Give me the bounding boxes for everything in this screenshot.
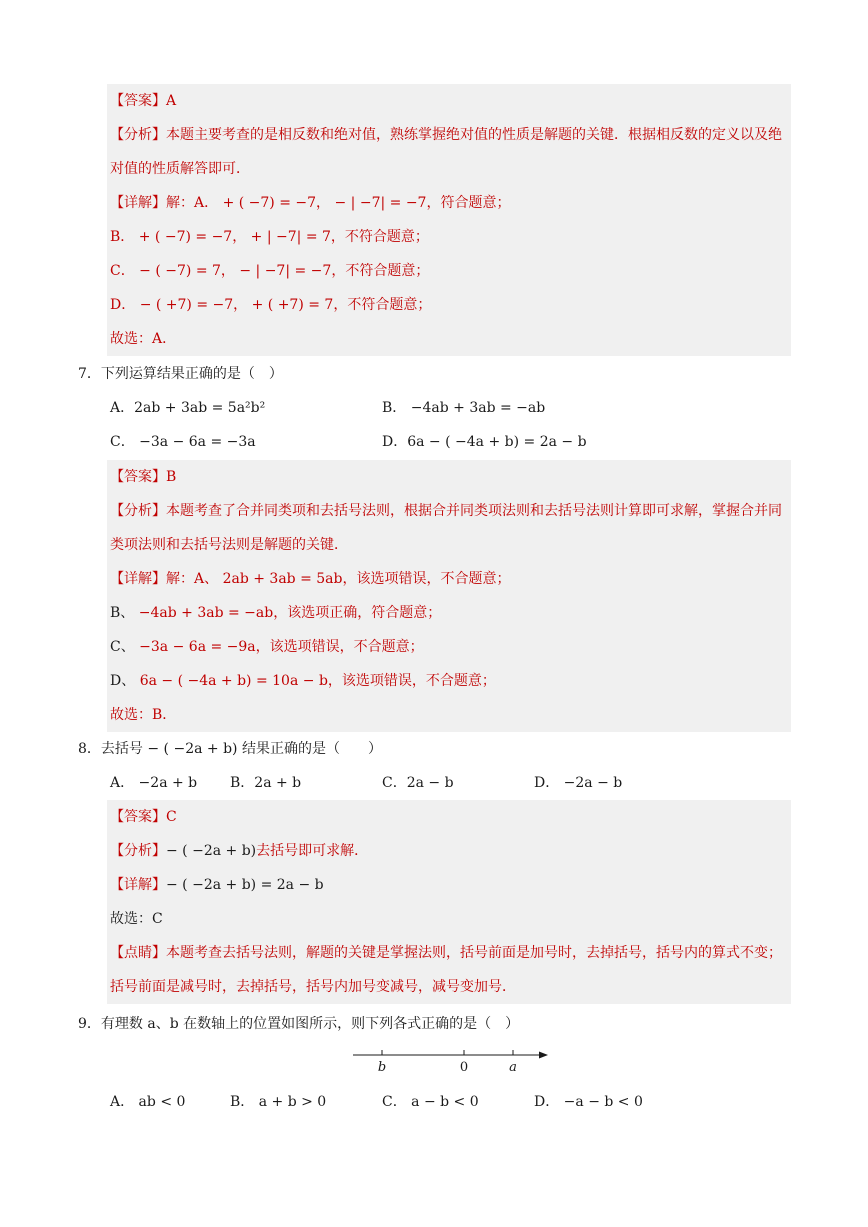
number-line-figure — [350, 1045, 550, 1075]
q7-detail-a-math: 2ab + 3ab = 5ab，该选项错误，不合题意； — [222, 571, 511, 587]
q8-detail — [110, 868, 788, 902]
q6-b-letter: B． — [110, 229, 135, 245]
q9-option-b: B． a + b > 0 — [230, 1094, 327, 1110]
q7-detail-lead: 【详解】解：A、 — [110, 571, 219, 587]
q8-stem — [78, 732, 382, 766]
q7-detail-a — [110, 562, 788, 596]
q8-detail-lead: 【详解】 — [110, 877, 166, 893]
q8-stem-math: − ( −2a + b) — [147, 741, 238, 757]
q7-detail-c — [110, 630, 788, 664]
q7-stem: 7．下列运算结果正确的是（ ） — [78, 366, 283, 382]
q6-detail-b — [110, 220, 788, 254]
q6-d-letter: D． — [110, 297, 136, 313]
q8-answer: 【答案】C — [110, 809, 177, 825]
q7-detail-d — [110, 664, 788, 698]
number-line-arrow-icon — [539, 1052, 548, 1059]
q7-options-row2 — [110, 425, 710, 459]
q6-choose: 故选：A． — [110, 331, 177, 347]
label-b: b — [377, 1060, 387, 1075]
q8-solution-box — [107, 800, 791, 1004]
q9-options — [110, 1085, 670, 1119]
q7-b-letter: B、 — [110, 605, 135, 621]
q6-c-letter: C． — [110, 263, 135, 279]
q6-analysis: 【分析】本题主要考查的是相反数和绝对值，熟练掌握绝对值的性质是解题的关键．根据相反数的定义以及绝对值的性质解答即可． — [110, 127, 782, 177]
q7-option-a: A．2ab + 3ab = 5a²b² — [110, 400, 266, 416]
q7-options-row1 — [110, 391, 710, 425]
q6-b-math: + ( −7) = −7， + | −7| = 7，不符合题意； — [138, 229, 429, 245]
q9-stem: 9．有理数 a、b 在数轴上的位置如图所示，则下列各式正确的是（ ） — [78, 1016, 520, 1032]
q9-option-c: C． a − b < 0 — [382, 1094, 479, 1110]
q7-option-b: B． −4ab + 3ab = −ab — [382, 400, 546, 416]
q6-answer: 【答案】A — [110, 93, 177, 109]
q7-option-d: D．6a − ( −4a + b) = 2a − b — [382, 434, 587, 450]
q6-d-math: − ( +7) = −7， + ( +7) = 7，不符合题意； — [139, 297, 432, 313]
q6-detail-d — [110, 288, 788, 322]
label-a: a — [509, 1060, 517, 1075]
q6-c-math: − ( −7) = 7， − | −7| = −7，不符合题意； — [139, 263, 430, 279]
q6-detail-a — [110, 186, 788, 220]
q8-comment: 【点睛】本题考查去括号法则，解题的关键是掌握法则，括号前面是加号时，去掉括号，括号内的算式不变；括号前面是减号时，去掉括号，括号内加号变减号，减号变加号． — [110, 945, 782, 995]
q7-choose: 故选：B． — [110, 707, 177, 723]
q7-c-math: −3a − 6a = −9a，该选项错误，不合题意； — [139, 639, 424, 655]
q6-detail-a-math: + ( −7) = −7， − | −7| = −7，符合题意； — [222, 195, 511, 211]
q7-option-c: C． −3a − 6a = −3a — [110, 434, 256, 450]
q8-analysis-lead: 【分析】 — [110, 843, 166, 859]
q8-analysis-tail: 去括号即可求解． — [256, 843, 369, 859]
q7-b-math: −4ab + 3ab = −ab，该选项正确，符合题意； — [138, 605, 442, 621]
q9-option-d: D． −a − b < 0 — [534, 1094, 643, 1110]
q8-detail-math: − ( −2a + b) = 2a − b — [166, 877, 324, 893]
q8-analysis — [110, 834, 788, 868]
q7-d-letter: D、 — [110, 673, 136, 689]
q7-c-letter: C、 — [110, 639, 135, 655]
q8-options — [110, 766, 670, 800]
q8-option-c: C．2a − b — [382, 775, 454, 791]
q8-stem-tail: 结果正确的是（ ） — [241, 741, 382, 757]
q8-option-a: A． −2a + b — [110, 775, 198, 791]
q6-solution-box — [107, 84, 791, 356]
q8-option-d: D． −2a − b — [534, 775, 623, 791]
q7-detail-b — [110, 596, 788, 630]
q9-option-a: A． ab < 0 — [110, 1094, 186, 1110]
q7-analysis: 【分析】本题考查了合并同类项和去括号法则，根据合并同类项法则和去括号法则计算即可求解，掌握合并同类项法则和去括号法则是解题的关键． — [110, 503, 782, 553]
q7-solution-box — [107, 460, 791, 732]
q7-d-math: 6a − ( −4a + b) = 10a − b，该选项错误，不合题意； — [139, 673, 496, 689]
q7-answer: 【答案】B — [110, 469, 177, 485]
q8-choose: 故选：C — [110, 911, 163, 927]
q8-stem-lead: 8．去括号 — [78, 741, 143, 757]
q6-detail-c — [110, 254, 788, 288]
q8-option-b: B．2a + b — [230, 775, 302, 791]
q8-analysis-math: − ( −2a + b) — [166, 843, 257, 859]
q6-detail-lead: 【详解】解：A． — [110, 195, 219, 211]
label-0: 0 — [459, 1060, 469, 1075]
